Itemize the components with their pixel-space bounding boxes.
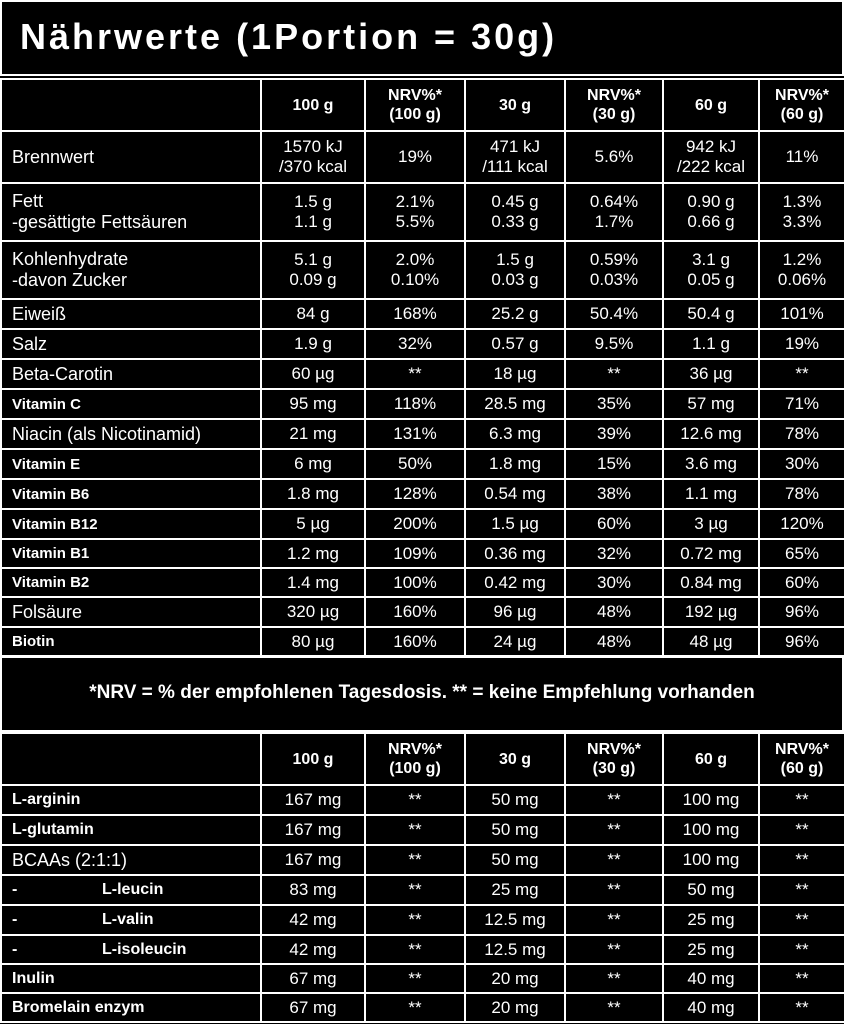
nrv-footnote: *NRV = % der empfohlenen Tagesdosis. ** = keine Empfehlung vorhanden	[89, 682, 755, 703]
table-row	[1, 875, 844, 905]
value-main: 2.1%	[395, 192, 435, 211]
row-label	[1, 905, 261, 935]
header-cell: 100 g	[261, 733, 365, 785]
row-label: Vitamin C	[1, 389, 261, 419]
value-sub: 0.09 g	[289, 270, 337, 289]
value-cell: **	[565, 875, 663, 905]
value-stack	[262, 137, 364, 177]
value-stack	[466, 250, 564, 290]
value-cell: 32%	[365, 329, 465, 359]
value-cell: **	[365, 845, 465, 875]
row-label: Eiweiß	[1, 299, 261, 329]
value-cell: **	[565, 845, 663, 875]
value-cell: 109%	[365, 539, 465, 568]
value-stack	[760, 192, 844, 232]
value-cell: 95 mg	[261, 389, 365, 419]
value-stack	[366, 250, 464, 290]
value-stack	[466, 192, 564, 232]
value-cell: **	[565, 785, 663, 815]
value-main: 0.90 g	[687, 192, 735, 211]
value-sub: 0.06%	[777, 270, 827, 289]
value-cell	[365, 183, 465, 241]
value-cell: **	[565, 905, 663, 935]
value-cell: 0.54 mg	[465, 479, 565, 509]
value-main: 5.1 g	[294, 250, 332, 269]
value-cell: 3 µg	[663, 509, 759, 539]
value-cell: 60 µg	[261, 359, 365, 389]
value-cell: **	[365, 993, 465, 1022]
value-cell: **	[759, 935, 844, 964]
value-cell: 100 mg	[663, 815, 759, 845]
value-cell: 100 mg	[663, 785, 759, 815]
value-cell: 128%	[365, 479, 465, 509]
value-cell: 30%	[759, 449, 844, 479]
header-line: NRV%*	[775, 87, 829, 104]
value-cell: 120%	[759, 509, 844, 539]
value-cell	[759, 183, 844, 241]
value-cell: **	[365, 785, 465, 815]
value-cell: 167 mg	[261, 785, 365, 815]
value-cell: 19%	[365, 131, 465, 183]
value-cell: 24 µg	[465, 627, 565, 656]
value-cell: 96 µg	[465, 597, 565, 627]
row-label: Vitamin B2	[1, 568, 261, 597]
value-cell: 65%	[759, 539, 844, 568]
table-row	[1, 449, 844, 479]
table-row	[1, 568, 844, 597]
value-cell: 5.6%	[565, 131, 663, 183]
value-cell: **	[759, 815, 844, 845]
value-cell: 1.4 mg	[261, 568, 365, 597]
value-cell: 36 µg	[663, 359, 759, 389]
value-cell: 67 mg	[261, 993, 365, 1022]
value-cell: 48%	[565, 627, 663, 656]
value-stack	[566, 250, 662, 290]
header-line: (30 g)	[592, 760, 636, 777]
value-cell: 0.84 mg	[663, 568, 759, 597]
table-row	[1, 597, 844, 627]
value-cell: **	[565, 964, 663, 993]
value-main: 0.59%	[589, 250, 639, 269]
value-stack	[664, 137, 758, 177]
value-cell: 160%	[365, 597, 465, 627]
value-cell: **	[365, 815, 465, 845]
value-cell: 42 mg	[261, 905, 365, 935]
value-line: /370 kcal	[278, 157, 348, 176]
value-cell: 131%	[365, 419, 465, 449]
value-cell: **	[565, 815, 663, 845]
value-cell: **	[365, 875, 465, 905]
value-cell	[663, 183, 759, 241]
value-cell: 35%	[565, 389, 663, 419]
value-cell: 50.4%	[565, 299, 663, 329]
header-cell	[759, 733, 844, 785]
value-cell	[663, 131, 759, 183]
value-cell: 50%	[365, 449, 465, 479]
value-cell: 28.5 mg	[465, 389, 565, 419]
value-cell: 6 mg	[261, 449, 365, 479]
value-cell	[565, 183, 663, 241]
table-row	[1, 509, 844, 539]
value-cell: **	[565, 993, 663, 1022]
value-cell: 100 mg	[663, 845, 759, 875]
value-cell: 50 mg	[663, 875, 759, 905]
value-stack	[760, 250, 844, 290]
table-row	[1, 935, 844, 964]
value-main: 1.5 g	[496, 250, 534, 269]
value-cell: 1.1 g	[663, 329, 759, 359]
value-main: 2.0%	[395, 250, 435, 269]
value-cell	[261, 241, 365, 299]
value-stack	[262, 250, 364, 290]
row-label: Vitamin B6	[1, 479, 261, 509]
value-line: /111 kcal	[482, 157, 548, 176]
table-row	[1, 905, 844, 935]
value-cell	[465, 131, 565, 183]
row-dash: -	[12, 940, 18, 958]
value-cell: 60%	[759, 568, 844, 597]
value-cell	[261, 131, 365, 183]
row-label: Brennwert	[1, 131, 261, 183]
value-cell: 6.3 mg	[465, 419, 565, 449]
value-sub: 0.05 g	[687, 270, 735, 289]
value-cell: 96%	[759, 597, 844, 627]
value-sub: 0.03 g	[491, 270, 539, 289]
row-label: L-arginin	[1, 785, 261, 815]
value-cell: 21 mg	[261, 419, 365, 449]
value-cell: 40 mg	[663, 993, 759, 1022]
table-row	[1, 131, 844, 183]
row-label-text: L-leucin	[102, 881, 164, 898]
value-cell: 50 mg	[465, 785, 565, 815]
value-cell: 1.1 mg	[663, 479, 759, 509]
value-sub: 3.3%	[782, 212, 822, 231]
value-cell: **	[759, 359, 844, 389]
value-cell: 84 g	[261, 299, 365, 329]
header-empty-cell	[1, 733, 261, 785]
value-sub: 5.5%	[395, 212, 435, 231]
value-cell: 83 mg	[261, 875, 365, 905]
value-cell: 0.72 mg	[663, 539, 759, 568]
value-cell: 320 µg	[261, 597, 365, 627]
value-line: 1570 kJ	[283, 137, 343, 156]
value-cell: 25 mg	[663, 935, 759, 964]
row-label: Vitamin B1	[1, 539, 261, 568]
value-cell: 1.2 mg	[261, 539, 365, 568]
value-sub: 0.33 g	[491, 212, 539, 231]
value-cell: 160%	[365, 627, 465, 656]
header-empty-cell	[1, 79, 261, 131]
value-cell: 168%	[365, 299, 465, 329]
table-row	[1, 627, 844, 656]
value-sub: 0.03%	[589, 270, 639, 289]
value-stack	[262, 192, 364, 232]
value-cell: 78%	[759, 419, 844, 449]
header-cell: 60 g	[663, 733, 759, 785]
value-cell: 38%	[565, 479, 663, 509]
header-row	[1, 733, 844, 785]
value-stack	[466, 137, 564, 177]
value-stack	[366, 192, 464, 232]
value-cell	[663, 241, 759, 299]
value-cell: **	[365, 905, 465, 935]
header-line: (60 g)	[780, 106, 824, 123]
value-cell: 42 mg	[261, 935, 365, 964]
value-main: 0.64%	[589, 192, 639, 211]
value-main: 1.5 g	[294, 192, 332, 211]
value-cell: **	[565, 359, 663, 389]
header-cell	[365, 733, 465, 785]
header-line: NRV%*	[775, 741, 829, 758]
value-main: 3.1 g	[692, 250, 730, 269]
row-label: Salz	[1, 329, 261, 359]
value-main: 1.3%	[782, 192, 822, 211]
row-label-sub: -davon Zucker	[12, 270, 128, 290]
value-cell: **	[565, 935, 663, 964]
value-cell: **	[759, 905, 844, 935]
value-cell: 71%	[759, 389, 844, 419]
value-cell: 12.5 mg	[465, 905, 565, 935]
value-cell: 192 µg	[663, 597, 759, 627]
value-cell: 1.8 mg	[261, 479, 365, 509]
value-cell: 20 mg	[465, 964, 565, 993]
table-row	[1, 479, 844, 509]
header-line: NRV%*	[388, 87, 442, 104]
header-line: NRV%*	[587, 741, 641, 758]
value-cell	[261, 183, 365, 241]
row-dash: -	[12, 911, 18, 928]
value-cell: 11%	[759, 131, 844, 183]
row-label-main: Kohlenhydrate	[12, 249, 129, 269]
value-cell: 25.2 g	[465, 299, 565, 329]
table-row	[1, 359, 844, 389]
row-label: Vitamin B12	[1, 509, 261, 539]
header-cell	[565, 79, 663, 131]
value-sub: 1.1 g	[294, 212, 332, 231]
value-cell: 50 mg	[465, 815, 565, 845]
table-row	[1, 329, 844, 359]
value-cell: **	[759, 993, 844, 1022]
value-cell: **	[759, 845, 844, 875]
header-cell	[565, 733, 663, 785]
value-cell	[465, 183, 565, 241]
row-label	[1, 875, 261, 905]
value-cell	[759, 241, 844, 299]
value-cell: 0.36 mg	[465, 539, 565, 568]
header-row	[1, 79, 844, 131]
value-cell: 101%	[759, 299, 844, 329]
row-label-text: L-isoleucin	[102, 940, 187, 958]
value-cell: 19%	[759, 329, 844, 359]
value-cell	[365, 241, 465, 299]
row-label-stack	[12, 191, 260, 233]
value-cell: 0.57 g	[465, 329, 565, 359]
row-label-sub: -gesättigte Fettsäuren	[12, 212, 188, 232]
table-row	[1, 964, 844, 993]
value-cell	[465, 241, 565, 299]
value-cell: 1.8 mg	[465, 449, 565, 479]
table-row	[1, 539, 844, 568]
value-cell: 67 mg	[261, 964, 365, 993]
value-cell: 30%	[565, 568, 663, 597]
value-cell: 80 µg	[261, 627, 365, 656]
row-label: Vitamin E	[1, 449, 261, 479]
value-cell: 118%	[365, 389, 465, 419]
header-cell: 30 g	[465, 733, 565, 785]
value-cell: 12.6 mg	[663, 419, 759, 449]
row-label-main: Fett	[12, 191, 44, 211]
row-label	[1, 241, 261, 299]
value-cell: 57 mg	[663, 389, 759, 419]
header-cell: 30 g	[465, 79, 565, 131]
value-cell: **	[365, 964, 465, 993]
table-row	[1, 389, 844, 419]
value-cell: 96%	[759, 627, 844, 656]
header-line: (100 g)	[389, 760, 441, 777]
table-row	[1, 419, 844, 449]
value-cell: 5 µg	[261, 509, 365, 539]
value-cell: 167 mg	[261, 845, 365, 875]
value-main: 1.2%	[782, 250, 822, 269]
row-label-text: L-valin	[102, 911, 154, 928]
value-cell: 39%	[565, 419, 663, 449]
value-cell: 18 µg	[465, 359, 565, 389]
value-cell: 0.42 mg	[465, 568, 565, 597]
row-label	[1, 935, 261, 964]
value-cell: 48%	[565, 597, 663, 627]
value-cell: 78%	[759, 479, 844, 509]
row-dash: -	[12, 881, 18, 898]
table-row	[1, 299, 844, 329]
value-line: 942 kJ	[685, 137, 737, 156]
row-label: Bromelain enzym	[1, 993, 261, 1022]
table-row	[1, 815, 844, 845]
value-cell: **	[759, 875, 844, 905]
table-row	[1, 993, 844, 1022]
row-label: BCAAs (2:1:1)	[1, 845, 261, 875]
value-cell	[565, 241, 663, 299]
value-cell: 3.6 mg	[663, 449, 759, 479]
value-cell: 50 mg	[465, 845, 565, 875]
value-stack	[664, 250, 758, 290]
value-stack	[566, 192, 662, 232]
header-line: NRV%*	[388, 741, 442, 758]
amino-acid-table	[0, 732, 844, 1023]
value-sub: 0.66 g	[687, 212, 735, 231]
row-label: Inulin	[1, 964, 261, 993]
header-line: NRV%*	[587, 87, 641, 104]
header-line: (60 g)	[780, 760, 824, 777]
value-cell: 50.4 g	[663, 299, 759, 329]
header-cell	[365, 79, 465, 131]
value-cell: 60%	[565, 509, 663, 539]
value-cell: 32%	[565, 539, 663, 568]
row-label: Biotin	[1, 627, 261, 656]
value-main: 0.45 g	[491, 192, 539, 211]
row-label: Folsäure	[1, 597, 261, 627]
value-sub: 0.10%	[390, 270, 440, 289]
row-label: Niacin (als Nicotinamid)	[1, 419, 261, 449]
value-cell: 12.5 mg	[465, 935, 565, 964]
value-cell: **	[759, 785, 844, 815]
page-title-box	[0, 0, 844, 76]
value-line: 471 kJ	[489, 137, 541, 156]
nutrition-table	[0, 78, 844, 657]
value-cell: 25 mg	[663, 905, 759, 935]
header-cell: 100 g	[261, 79, 365, 131]
header-line: (100 g)	[389, 106, 441, 123]
value-sub: 1.7%	[594, 212, 634, 231]
header-line: (30 g)	[592, 106, 636, 123]
value-cell: 25 mg	[465, 875, 565, 905]
table-row	[1, 785, 844, 815]
value-cell: 1.9 g	[261, 329, 365, 359]
value-line: /222 kcal	[676, 157, 746, 176]
value-cell: 9.5%	[565, 329, 663, 359]
value-cell: 15%	[565, 449, 663, 479]
value-cell: 100%	[365, 568, 465, 597]
value-cell: 200%	[365, 509, 465, 539]
page-title: Nährwerte (1Portion = 30g)	[20, 16, 558, 57]
value-cell: **	[759, 964, 844, 993]
value-cell: **	[365, 359, 465, 389]
table-row	[1, 183, 844, 241]
row-label: L-glutamin	[1, 815, 261, 845]
value-cell: 1.5 µg	[465, 509, 565, 539]
nrv-footnote-box	[0, 656, 844, 732]
header-cell	[759, 79, 844, 131]
row-label: Beta-Carotin	[1, 359, 261, 389]
value-cell: 40 mg	[663, 964, 759, 993]
table-row	[1, 241, 844, 299]
value-cell: 20 mg	[465, 993, 565, 1022]
header-cell: 60 g	[663, 79, 759, 131]
value-cell: 48 µg	[663, 627, 759, 656]
table-row	[1, 845, 844, 875]
row-label	[1, 183, 261, 241]
value-stack	[664, 192, 758, 232]
value-cell: 167 mg	[261, 815, 365, 845]
row-label-stack	[12, 249, 260, 291]
value-cell: **	[365, 935, 465, 964]
